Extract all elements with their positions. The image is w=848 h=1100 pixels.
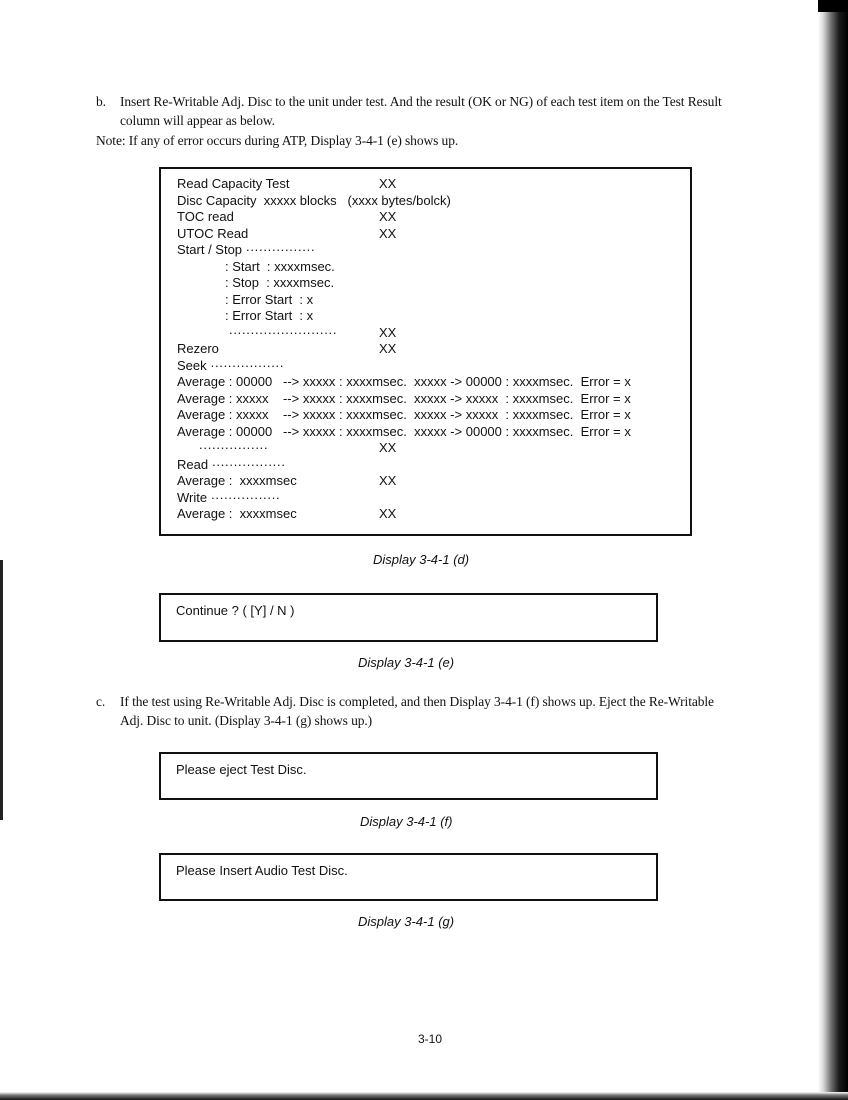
display-d-line: Read Capacity Test: [177, 176, 290, 191]
section-c-line1: If the test using Re-Writable Adj. Disc is completed, and then Display 3-4-1 (f) shows up. Eject the Re-Writable: [120, 694, 714, 709]
section-b-note: Note: If any of error occurs during ATP, Display 3-4-1 (e) shows up.: [96, 133, 459, 148]
display-d-line: Disc Capacity xxxxx blocks (xxxx bytes/bolck): [177, 192, 451, 208]
display-d-result: XX: [379, 225, 397, 241]
display-d-line: Average : xxxxmsec: [177, 506, 297, 521]
display-g-box: [159, 853, 658, 901]
display-d-line: Average : 00000 --> xxxxx : xxxxmsec. xxxxx -> 00000 : xxxxmsec. Error = x: [177, 374, 631, 389]
display-d-result: XX: [379, 324, 397, 340]
continue-prompt: Continue ? ( [Y] / N ): [176, 603, 295, 618]
display-d-line: Start / Stop ················: [177, 242, 315, 257]
scan-edge-bottom: [0, 1092, 848, 1100]
display-d-line: : Error Start : x: [225, 291, 314, 307]
section-c-line2: Adj. Disc to unit. (Display 3-4-1 (g) shows up.): [120, 713, 373, 728]
display-e-caption: Display 3-4-1 (e): [358, 655, 455, 670]
display-d-line: Write ················: [177, 489, 280, 505]
display-d-line: Rezero: [177, 341, 219, 356]
scan-edge-corner: [818, 0, 848, 12]
section-b-line2: column will appear as below.: [120, 113, 275, 128]
display-d-line: : Stop : xxxxmsec.: [225, 275, 335, 290]
display-d-line: : Error Start : x: [225, 308, 314, 323]
display-d-result: XX: [379, 341, 397, 356]
display-d-result: XX: [379, 440, 397, 455]
display-d-result: XX: [379, 506, 397, 521]
display-d-result: XX: [379, 473, 397, 488]
display-d-line: TOC read: [177, 209, 234, 224]
display-d-line: : Start : xxxxmsec.: [225, 258, 335, 274]
display-d-box: [159, 167, 692, 536]
display-d-line: Average : xxxxmsec: [177, 473, 297, 488]
page-number: 3-10: [418, 1032, 443, 1046]
display-d-result: XX: [379, 176, 397, 191]
section-c-paragraph: [96, 692, 796, 730]
display-d-line: UTOC Read: [177, 225, 249, 241]
eject-prompt: Please eject Test Disc.: [176, 762, 307, 777]
display-d-line: Average : xxxxx --> xxxxx : xxxxmsec. xxxxx -> xxxxx : xxxxmsec. Error = x: [177, 407, 631, 422]
section-b-line1: Insert Re-Writable Adj. Disc to the unit under test. And the result (OK or NG) of each test item on the Test Result: [120, 94, 722, 109]
display-d-line: Read ·················: [177, 456, 286, 472]
section-b-label: b.: [96, 94, 106, 109]
display-f-box: [159, 752, 658, 800]
display-e-box: [159, 593, 658, 642]
display-d-caption: Display 3-4-1 (d): [373, 552, 470, 567]
display-g-caption: Display 3-4-1 (g): [358, 914, 455, 929]
display-d-line: Seek ·················: [177, 357, 284, 373]
display-d-line: Average : xxxxx --> xxxxx : xxxxmsec. xxxxx -> xxxxx : xxxxmsec. Error = x: [177, 390, 631, 406]
section-c-label: c.: [96, 694, 106, 709]
scan-edge-right: [818, 0, 848, 1100]
section-b-paragraph: [96, 92, 796, 130]
scan-edge-left: [0, 560, 3, 820]
insert-audio-prompt: Please Insert Audio Test Disc.: [176, 863, 348, 878]
display-d-line: ················: [177, 440, 268, 455]
display-d-result: XX: [379, 209, 397, 224]
display-d-line: ·························: [225, 324, 337, 340]
display-f-caption: Display 3-4-1 (f): [360, 814, 453, 829]
display-d-line: Average : 00000 --> xxxxx : xxxxmsec. xxxxx -> 00000 : xxxxmsec. Error = x: [177, 423, 631, 439]
